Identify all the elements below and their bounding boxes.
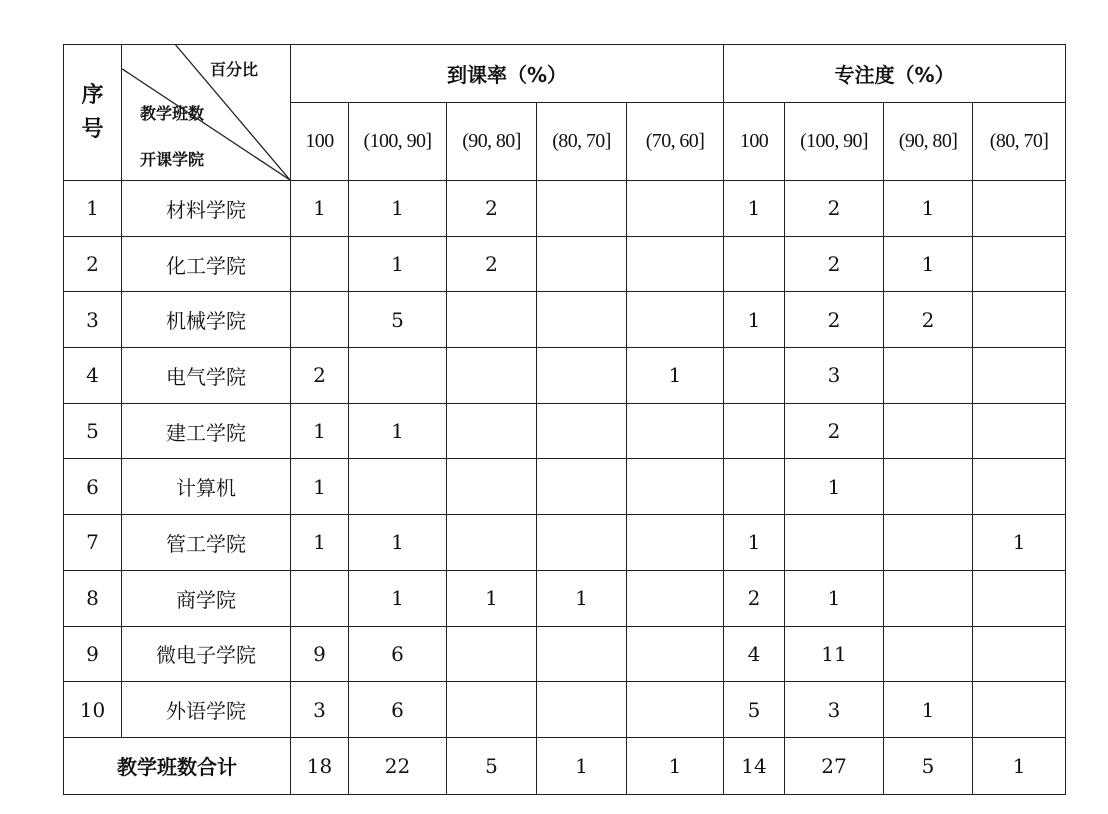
- attendance-count: [447, 292, 537, 348]
- attendance-count: [537, 682, 627, 738]
- table-row: [64, 403, 1066, 459]
- college-name: 管工学院: [122, 515, 291, 571]
- focus-range-header: (80, 70]: [973, 103, 1066, 181]
- focus-count: [973, 292, 1066, 348]
- attendance-total: 5: [447, 737, 537, 794]
- attendance-count: [291, 570, 349, 626]
- attendance-count: 1: [447, 570, 537, 626]
- attendance-total: 18: [291, 737, 349, 794]
- seq-header-text: 序号: [81, 82, 104, 142]
- attendance-count: [627, 682, 724, 738]
- focus-count: [973, 403, 1066, 459]
- college-name: 微电子学院: [122, 626, 291, 682]
- attendance-range-header: (100, 90]: [349, 103, 447, 181]
- seq-header: [64, 45, 122, 181]
- focus-count: [973, 682, 1066, 738]
- row-number: 3: [64, 292, 122, 348]
- attendance-count: [627, 292, 724, 348]
- college-name: 商学院: [122, 570, 291, 626]
- attendance-count: [447, 459, 537, 515]
- focus-count: [785, 515, 884, 571]
- college-name: 计算机: [122, 459, 291, 515]
- attendance-range-header: (70, 60]: [627, 103, 724, 181]
- attendance-count: [537, 236, 627, 292]
- attendance-range-header: 100: [291, 103, 349, 181]
- header-row-1: [64, 45, 1066, 103]
- attendance-count: 1: [349, 181, 447, 237]
- attendance-count: [447, 348, 537, 404]
- attendance-count: [291, 292, 349, 348]
- attendance-count: [537, 403, 627, 459]
- focus-count: 2: [785, 403, 884, 459]
- table-row: [64, 626, 1066, 682]
- focus-count: [724, 403, 785, 459]
- focus-count: 1: [884, 236, 973, 292]
- focus-count: [973, 236, 1066, 292]
- attendance-count: [627, 570, 724, 626]
- attendance-count: 1: [349, 403, 447, 459]
- attendance-count: 3: [291, 682, 349, 738]
- attendance-count: [627, 515, 724, 571]
- attendance-count: 5: [349, 292, 447, 348]
- focus-group-header: 专注度（%）: [724, 45, 1066, 103]
- focus-count: [973, 181, 1066, 237]
- attendance-count: [627, 626, 724, 682]
- focus-total: 5: [884, 737, 973, 794]
- row-number: 7: [64, 515, 122, 571]
- focus-count: 1: [724, 181, 785, 237]
- table-row: [64, 236, 1066, 292]
- attendance-count: [627, 181, 724, 237]
- attendance-count: 2: [291, 348, 349, 404]
- focus-range-header: (100, 90]: [785, 103, 884, 181]
- focus-count: [884, 459, 973, 515]
- attendance-count: 1: [537, 570, 627, 626]
- attendance-count: [537, 515, 627, 571]
- focus-range-header: (90, 80]: [884, 103, 973, 181]
- focus-count: 1: [785, 459, 884, 515]
- table-row: [64, 682, 1066, 738]
- college-name: 电气学院: [122, 348, 291, 404]
- attendance-count: [627, 459, 724, 515]
- focus-count: 2: [785, 181, 884, 237]
- attendance-count: [349, 348, 447, 404]
- focus-total: 14: [724, 737, 785, 794]
- attendance-count: [291, 236, 349, 292]
- focus-count: 2: [785, 236, 884, 292]
- attendance-total: 1: [627, 737, 724, 794]
- attendance-count: [349, 459, 447, 515]
- focus-count: 4: [724, 626, 785, 682]
- focus-count: 2: [785, 292, 884, 348]
- focus-count: [884, 348, 973, 404]
- focus-range-header: 100: [724, 103, 785, 181]
- table-row: [64, 181, 1066, 237]
- diag-label-college: 开课学院: [140, 150, 205, 169]
- attendance-count: 1: [349, 236, 447, 292]
- attendance-count: [627, 403, 724, 459]
- attendance-total: 22: [349, 737, 447, 794]
- row-number: 8: [64, 570, 122, 626]
- attendance-total: 1: [537, 737, 627, 794]
- table-row: [64, 570, 1066, 626]
- table-row: [64, 515, 1066, 571]
- attendance-count: 1: [291, 459, 349, 515]
- attendance-count: [447, 515, 537, 571]
- focus-count: 1: [973, 515, 1066, 571]
- attendance-range-header: (80, 70]: [537, 103, 627, 181]
- focus-count: 1: [884, 682, 973, 738]
- row-number: 10: [64, 682, 122, 738]
- focus-count: [724, 459, 785, 515]
- attendance-count: [537, 626, 627, 682]
- focus-count: [973, 626, 1066, 682]
- row-number: 4: [64, 348, 122, 404]
- attendance-count: 1: [291, 515, 349, 571]
- focus-count: 1: [724, 515, 785, 571]
- focus-count: [884, 570, 973, 626]
- attendance-count: [447, 626, 537, 682]
- attendance-count: [537, 181, 627, 237]
- attendance-range-header: (90, 80]: [447, 103, 537, 181]
- table-row: [64, 348, 1066, 404]
- focus-count: [724, 236, 785, 292]
- attendance-count: 6: [349, 626, 447, 682]
- attendance-count: [447, 682, 537, 738]
- focus-total: 1: [973, 737, 1066, 794]
- statistics-table: [63, 44, 1066, 795]
- focus-count: [884, 626, 973, 682]
- college-name: 建工学院: [122, 403, 291, 459]
- attendance-count: 2: [447, 181, 537, 237]
- diag-label-percent: 百分比: [210, 60, 259, 79]
- diag-label-class-count: 教学班数: [140, 104, 205, 123]
- attendance-count: 1: [291, 403, 349, 459]
- attendance-count: 1: [349, 515, 447, 571]
- row-number: 1: [64, 181, 122, 237]
- attendance-group-header: 到课率（%）: [291, 45, 724, 103]
- attendance-count: [537, 348, 627, 404]
- attendance-count: [447, 403, 537, 459]
- focus-count: 3: [785, 348, 884, 404]
- attendance-count: [537, 459, 627, 515]
- attendance-count: 9: [291, 626, 349, 682]
- college-name: 材料学院: [122, 181, 291, 237]
- total-row: [64, 737, 1066, 794]
- attendance-count: 2: [447, 236, 537, 292]
- table-row: [64, 459, 1066, 515]
- focus-count: [973, 459, 1066, 515]
- attendance-count: 1: [349, 570, 447, 626]
- focus-count: 1: [724, 292, 785, 348]
- focus-count: [884, 515, 973, 571]
- focus-count: [973, 348, 1066, 404]
- row-number: 9: [64, 626, 122, 682]
- row-number: 5: [64, 403, 122, 459]
- row-number: 2: [64, 236, 122, 292]
- focus-count: 11: [785, 626, 884, 682]
- focus-count: 1: [785, 570, 884, 626]
- total-label: 教学班数合计: [64, 737, 291, 794]
- focus-count: [724, 348, 785, 404]
- focus-count: 1: [884, 181, 973, 237]
- attendance-count: [627, 236, 724, 292]
- diagonal-header-cell: [122, 45, 291, 181]
- focus-total: 27: [785, 737, 884, 794]
- row-number: 6: [64, 459, 122, 515]
- attendance-count: [537, 292, 627, 348]
- college-name: 化工学院: [122, 236, 291, 292]
- attendance-count: 1: [291, 181, 349, 237]
- college-name: 外语学院: [122, 682, 291, 738]
- focus-count: 2: [884, 292, 973, 348]
- focus-count: [973, 570, 1066, 626]
- attendance-count: 6: [349, 682, 447, 738]
- focus-count: 5: [724, 682, 785, 738]
- table-row: [64, 292, 1066, 348]
- focus-count: 3: [785, 682, 884, 738]
- college-name: 机械学院: [122, 292, 291, 348]
- attendance-count: 1: [627, 348, 724, 404]
- focus-count: [884, 403, 973, 459]
- focus-count: 2: [724, 570, 785, 626]
